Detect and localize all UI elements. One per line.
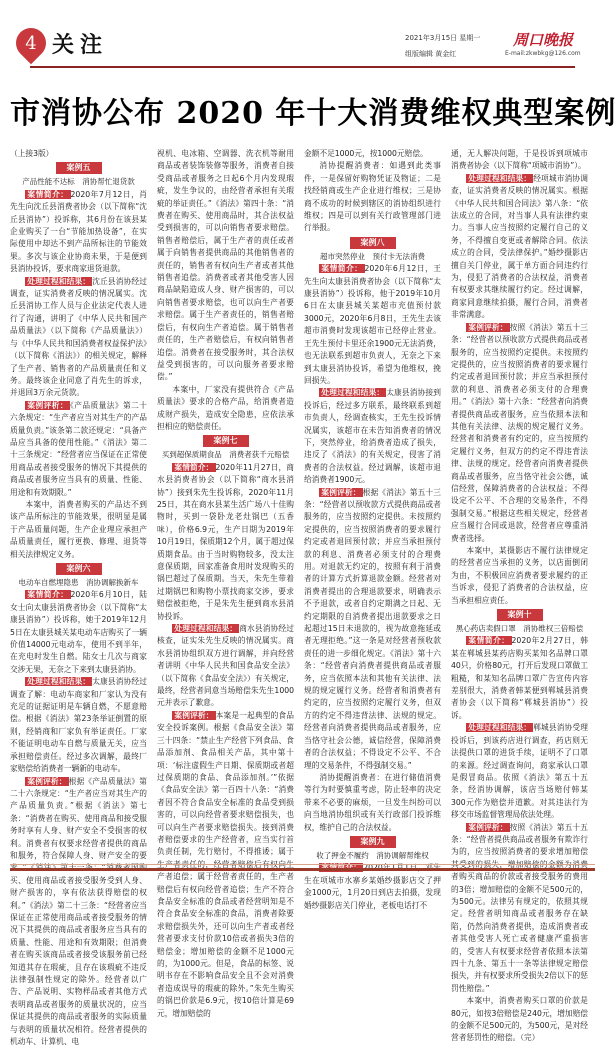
paragraph-text: 本案中，消费者购买的产品达不到该产品所标注的节能效果，很明显是属于产品质量问题，生产企业理应承担产品质量责任，履行更换、修理、退货等相关法律规定义务。	[10, 500, 147, 559]
paragraph-text: 郸城县消协受理投诉后，到该药店进行调查，药店则无法提供口罩的进货手续，证明不了口罩的来源。经过调查询问，商家承认口罩是假冒商品。依照《消法》第五十五条，经消协调解，该店当场赔付韩某300元作为赔偿并道歉。对其违法行为移交市场监督管理局依法处理。	[451, 723, 588, 819]
article-paragraph	[10, 589, 147, 676]
column-1	[10, 148, 147, 853]
paragraph-text: 本案中，某摄影店不履行法律规定的经营者应当承担的义务，以店面倒闭为由，不积极回应消费者要求履约的正当诉求，侵犯了消费者的合法权益，应当承担相应责任。	[451, 546, 588, 605]
paragraph-text: 生在项城市水寨乡某婚纱摄影店交了押金1000元，1月20日到店去拍摄，发现婚纱摄影店关门停业，老板电话打不	[304, 863, 441, 909]
paragraph-text: 金额不足1000元，按1000元赔偿。	[304, 149, 428, 158]
section-tag: 案情简介：	[319, 264, 364, 273]
article-paragraph	[451, 722, 588, 821]
section-tag: 处理过程和结果：	[25, 277, 92, 286]
section-tag: 案例评析：	[319, 488, 362, 497]
paragraph-text: 经项城市消协调查，证实消费者反映的情况属实。根据《中华人民共和国合同法》第八条：“依法成立的合同，对当事人具有法律约束力。当事人应当按照约定履行自己的义务，不得擅自变更或者解除合同。依法成立的合同，受法律保护。”婚纱摄影店擅自关门停业，属于单方面合同违约行为，侵犯了消费者的合法权益，消费者有权要求其继续履行约定。经过调解，商家同意继续拍摄，履行合同，消费者非常满意。	[451, 174, 588, 319]
case-label: 案例六	[56, 563, 102, 575]
article-paragraph	[10, 676, 147, 775]
paragraph-text: 2020年11月27日，商水县消费者协会（以下简称“商水县消协”）接到朱先生投诉称，2020年11月25日，其在商水县某生活广场八十佳购物时，买到一袋卧龙老灶锅巴（五香味），价格6.9元，生产日期为2019年10月19日，保质期12个月，属于超过保质期食品。由于当时购物较多，没太注意保质期，回家准备食用时发现购买的锅巴超过了保质期。当天，朱先生带着过期锅巴和购物小票找商家交涉，要求赔偿被拒绝，于是朱先生便到商水县消协投诉。	[157, 463, 294, 621]
masthead	[0, 0, 600, 72]
case-subtitle: 产品性能不达标 消协帮忙退货款	[10, 176, 147, 188]
section-tag: 处理过程和结果：	[25, 677, 92, 686]
paragraph-text: 2020年6月10日，陆女士向太康县消费者协会（以下简称“太康县消协”）投诉称，她于2019年12月5日在太康县城关某电动车店购买了一辆价值14000元电动车，使用不到半年，在充电时发生自燃。陆女士几次与商家交涉无果，无奈之下来到太康县消协。	[10, 590, 147, 673]
paragraph-text: 按照《消法》第五十三条：“经营者以预收款方式提供商品或者服务的，应当按照约定提供。未按照约定提供的，应当按照消费者的要求履行约定或者退回预付款；并应当承担预付款的利息、消费者必须支付的合理费用。”《消法》第十六条：“经营者向消费者提供商品或者服务，应当依照本法和其他有关法律、法规的规定履行义务。经营者和消费者有约定的，应当按照约定履行义务，但双方的约定不得违背法律、法规的规定。经营者向消费者提供商品或者服务，应当恪守社会公德，诚信经营，保障消费者的合法权益；不得设定不公平、不合理的交易条件，不得强制交易。”根据这些相关规定，经营者应当履行合同或退款，经营者应尊重消费者选择。	[451, 323, 588, 543]
section-tag: 案例评析：	[172, 711, 215, 720]
continuation-note: （上接3版）	[10, 148, 147, 160]
article-paragraph	[451, 148, 588, 173]
paragraph-text: 消协提醒消费者：如遇到此类事件，一是保留好购物凭证及物证；二是找经销商或生产企业进行维权；三是协商不成功的时候到辖区的消协组织进行维权；四是可以到有关行政管理部门进行举报。	[304, 161, 441, 232]
paragraph-text: 《产品质量法》第二十六条规定：“生产者应当对其生产的产品质量负责。”该条第二款还规定：“具备产品应当具备的使用性能。”《消法》第二十三条规定：“经营者应当保证在正常使用商品或者接受服务的情况下其提供的商品或者服务应当具有的质量、性能、用途和有效期限。”	[10, 401, 147, 497]
header-rule	[30, 66, 575, 68]
paper-logo: 周口晚报	[513, 29, 573, 50]
section-tag: 案例评析：	[466, 323, 509, 332]
article-paragraph	[451, 173, 588, 322]
section-tag: 处理过程和结果：	[319, 388, 386, 397]
section-tag: 案情简介：	[466, 636, 511, 645]
footer-rule-thin	[10, 864, 595, 865]
section-tag: 案情简介：	[25, 590, 70, 599]
section-tag: 案例评析：	[25, 401, 70, 410]
paragraph-text: 太康县消协接到投诉后，经过多方联系，最终联系到超市负责人，经调查核实，王先生投诉情况属实，该超市在未告知消费者的情况下，突然停业，给消费者造成了损失，违反了《消法》的有关规定，侵害了消费者的合法权益。经过调解，该超市退给消费者1900元。	[304, 388, 441, 484]
article-paragraph	[10, 776, 147, 1048]
section-tag: 处理过程和结果：	[172, 624, 239, 633]
article-paragraph	[451, 995, 588, 1045]
paragraph-text: 本案中，消费者购买口罩的价款是80元，如按3倍赔偿是240元，增加赔偿的金额不足500元的，为500元，是对经营者惩罚性的赔偿。（完）	[451, 996, 588, 1042]
issue-date: 2021年3月15日 星期一	[405, 33, 480, 43]
column-4	[451, 148, 588, 853]
headline: 市消协公布 2020 年十大消费维权典型案例	[10, 88, 590, 132]
article-paragraph	[304, 387, 441, 486]
paragraph-text: 本案是一起典型的食品安全投诉案例。根据《食品安全法》第三十四条：“禁止生产经营下列食品、食品添加剂、食品相关产品，其中第十项：‘标注虚假生产日期、保质期或者超过保质期的食品、食品添加剂。’”依据《食品安全法》第一百四十八条：“消费者因不符合食品安全标准的食品受到损害的，可以向经营者要求赔偿损失，也可以向生产者要求赔偿损失。接到消费者赔偿要求的生产经营者，应当实行首负责任制，先行赔付，不得推诿；属于 产者追偿；属于经营者责任的，生产者赔偿后有权向经营者追偿；生产不符合食品安全标准的食品或者经营明知是不符合食品安全标准的食品，消费者除要求赔偿损失外，还可以向生产者或者经营者要求支付价款10倍或者损失3倍的赔偿金；增加赔偿的金额不足1000元的，为1000元。但是，食品的标签、说明书存在不影响食品安全且不会对消费者造成误导的瑕疵的除外。”朱先生购买的锅巴价款是6.9元，按10倍计算是69元，增加赔偿的	[157, 711, 294, 1018]
article-paragraph	[157, 623, 294, 710]
article-columns	[10, 148, 590, 853]
article-paragraph	[451, 635, 588, 722]
article-paragraph	[304, 487, 441, 772]
article-paragraph	[304, 148, 441, 160]
paragraph-text: 根据《消法》第五十三条：“经营者以预收款方式提供商品或者服务的，应当按照约定提供。未按照约定提供的，应当按照消费者的要求履行约定或者退回预付款；并应当承担预付款的利息、消费者必须支付的合理费用。对退款无约定的，按照有利于消费者的计算方式折算退款金额。经营者对消费者提出的合理退款要求，明确表示不予退款，或者自约定期满之日起、无约定期限的自消费者提出退款要求之日起超过15日未退款的，视为故意拖延或者无理拒绝。”这一条是对经营者预收款责任的进一步细化规定。《消法》第十六条：“经营者向消费者提供商品或者服务，应当依照本法和其他有关法律、法规的规定履行义务。经营者和消费者有约定的，应当按照约定履行义务，但双方的约定不得违背法律、法规的规定。经营者向消费者提供商品或者服务，应当恪守社会公德，诚信经营，保障消费者的合法权益；不得设定不公平、不合理的交易条件，不得强制交易。”	[304, 488, 441, 770]
article-paragraph	[451, 822, 588, 996]
case-subtitle: 黑心药店卖假口罩 消协维权三倍赔偿	[451, 623, 588, 635]
paragraph-text: 2020年6月12日，王先生向太康县消费者协会（以下简称“太康县消协”）投诉称，他于2019年10月6日在太康县城关某超市充值预付款3000元，2020年6月8日，王先生去该超市消费时发现该超市已经停止营业。王先生预付卡里还余1900元无法消费，也无法联系到超市负责人，无奈之下来到太康县消协投诉，希望为他维权，挽回损失。	[304, 264, 441, 385]
case-label: 案例十	[497, 609, 543, 621]
case-label: 案例八	[350, 237, 396, 249]
section-tag: 案情简介：	[172, 463, 215, 472]
paragraph-text: 通，无人解决问题，于是投诉到项城市消费者协会（以下简称“项城市消协”）。	[451, 149, 588, 170]
paragraph-text: 2020年7月12日，肖先生向沈丘县消费者协会（以下简称“沈丘县消协”）投诉称，其6月份在该县某企业购买了一台“节能加热设备”，在实际使用中却达不到产品所标注的节能效果。多次与该企业协商未果，于是便到县消协投诉，要求商家退货退款。	[10, 190, 147, 273]
paragraph-text: 本案中，厂家没有提供符合《产品质量法》要求的合格产品，给消费者造成财产损失，造成安全隐患，应依法承担相应的赔偿责任。	[157, 385, 294, 431]
case-label: 案例七	[203, 435, 249, 447]
article-paragraph	[10, 276, 147, 400]
article-paragraph	[304, 772, 441, 834]
footer-rule	[10, 868, 595, 871]
paragraph-text: 太康县消协经过调查了解：电动车商家和厂家认为没有充足的证据证明是车辆自燃，不愿意赔偿。根据《消法》第23条举证倒置的原则，经销商和厂家负有举证责任。厂家不能证明电动车自燃与质量无关，应当承担赔偿责任。经过多次调解，最终厂家赔偿给消费者一辆新的电动车。	[10, 677, 147, 773]
case-subtitle: 买到超保质期食品 消费者获千元赔偿	[157, 449, 294, 461]
case-label: 案例九	[350, 836, 396, 848]
paragraph-text: 视机、电冰箱、空调器、洗衣机等耐用商品或者装饰装修等服务，消费者自接受商品或者服务之日起6个月内发现瑕疵，发生争议的，由经营者承担有关瑕疵的举证责任。”《消法》第四十条：“消费者在购买、使用商品时，其合法权益受到损害的，可以向销售者要求赔偿。销售者赔偿后，属于生产者的责任或者属于向销售者提供商品的其他销售者的责任的，销售者有权向生产者或者其他销售者追偿。消费者或者其他受害人因商品缺陷造成人身、财产损害的，可以向销售者要求赔偿，也可以向生产者要求赔偿。属于生产者责任的，销售者赔偿后，有权向生产者追偿。属于销售者责任的，生产者赔偿后，有权向销售者追偿。消费者在接受服务时，其合法权益受到损害的，可以向服务者要求赔偿。”	[157, 149, 294, 381]
article-paragraph	[157, 462, 294, 623]
case-label: 案例五	[56, 162, 102, 174]
paragraph-text: 沈丘县消协经过调查，证实消费者反映的情况属实。沈丘县消协工作人员与企业法定代表人进行了沟通，讲明了《中华人民共和国产品质量法》（以下简称《产品质量法》）与《中华人民共和国消费者权益保护法》（以下简称《消法》）的相关规定，解释了生产者、销售者的产品质量责任和义务。最终该企业同意了肖先生的诉求，并退回3万余元货款。	[10, 277, 147, 398]
article-paragraph	[10, 400, 147, 499]
case-subtitle: 收了押金不履约 消协调解帮维权	[304, 850, 441, 862]
article-paragraph	[451, 322, 588, 545]
article-paragraph	[157, 384, 294, 434]
column-3	[304, 148, 441, 853]
article-paragraph	[157, 148, 294, 384]
paragraph-text: 2020年2月27日，韩某在郸城县某药店购买某知名品牌口罩40只，价格80元，打开后发现口罩做工粗糙，和某知名品牌口罩广告宣传内容差别很大，消费者韩某便到郸城县消费者协会（以下简称“郸城县消协”）投诉。	[451, 636, 588, 719]
section-tag: 处理过程和结果：	[466, 174, 533, 183]
article-paragraph	[10, 189, 147, 276]
page-number: 4	[16, 29, 46, 59]
article-paragraph	[304, 160, 441, 234]
column-2	[157, 148, 294, 853]
paragraph-text: 按照《消法》第五十五条：“经营者提供商品或者服务有欺诈行为的，应当按照消费者的要求增加赔偿 者购买商品的价款或者接受服务的费用的3倍；增加赔偿的金额不足500元的，为500元。法律另有规定的，依照其规定。经营者明知商品或者服务存在缺陷，仍然向消费者提供，造成消费者或者其他受害人死亡或者健康严重损害的，受害人有权要求经营者依照本法第四十九条、第五十一条等法律规定赔偿损失，并有权要求所受损失2倍以下的惩罚性赔偿。”	[451, 823, 588, 993]
section-title: 关注	[52, 28, 108, 59]
paragraph-text: 根据《产品质量法》第二十六条规定：“生产者应当对其生产的产品质量负责。”根据《消法》第七条：“消费者在购买、使用商品和接受服务时享有人身、财产安全不受损害的权利。消费者有权要求经营者提供的商品和服务，符合保障人身、财产安全的要 买、使用商品或者接受服务受到人身、财产损害的，享有依法获得赔偿的权利。”《消法》第二十三条：“经营者应当保证在正常使用商品或者接受服务的情况下其提供的商品或者服务应当具有的质量、性能、用途和有效期限；但消费者在购买该商品或者接受该服务前已经知道其存在瑕疵，且存在该瑕疵不违反法律强制性规定的除外。经营者以广告、产品说明、实物样品或者其他方式表明商品或者服务的质量状况的，应当保证其提供的商品或者服务的实际质量与表明的质量状况相符。经营者提供的机动车、计算机、电	[10, 777, 147, 1047]
section-tag: 案例评析：	[466, 823, 509, 832]
case-subtitle: 超市突然停业 预付卡无法消费	[304, 251, 441, 263]
article-paragraph	[451, 545, 588, 607]
article-paragraph	[304, 263, 441, 387]
paragraph-text: 消协提醒消费者：在进行储值消费等行为时要慎重考虑，防止轻率的决定带来不必要的麻烦，一旦发生纠纷可以向当地消协组织或有关行政部门投诉维权，维护自己的合法权益。	[304, 773, 441, 832]
section-tag: 案例评析：	[25, 777, 68, 786]
case-subtitle: 电动车自燃埋隐患 消协调解换新车	[10, 577, 147, 589]
editor-credit: 组版编辑 黄金红	[405, 49, 456, 59]
paragraph-text: 商水县消协经过核查，证实朱先生反映的情况属实。商水县消协组织双方进行调解，并向经营者讲明《中华人民共和国食品安全法》（以下简称《食品安全法》）有关规定，最终，经营者同意当场赔偿朱先生1000元并表示了歉意。	[157, 624, 294, 707]
section-tag: 处理过程和结果：	[466, 723, 533, 732]
article-paragraph	[10, 499, 147, 561]
contact-email: E-mail:zkwbkg@126.com	[505, 50, 581, 57]
section-tag: 案情简介：	[25, 190, 70, 199]
